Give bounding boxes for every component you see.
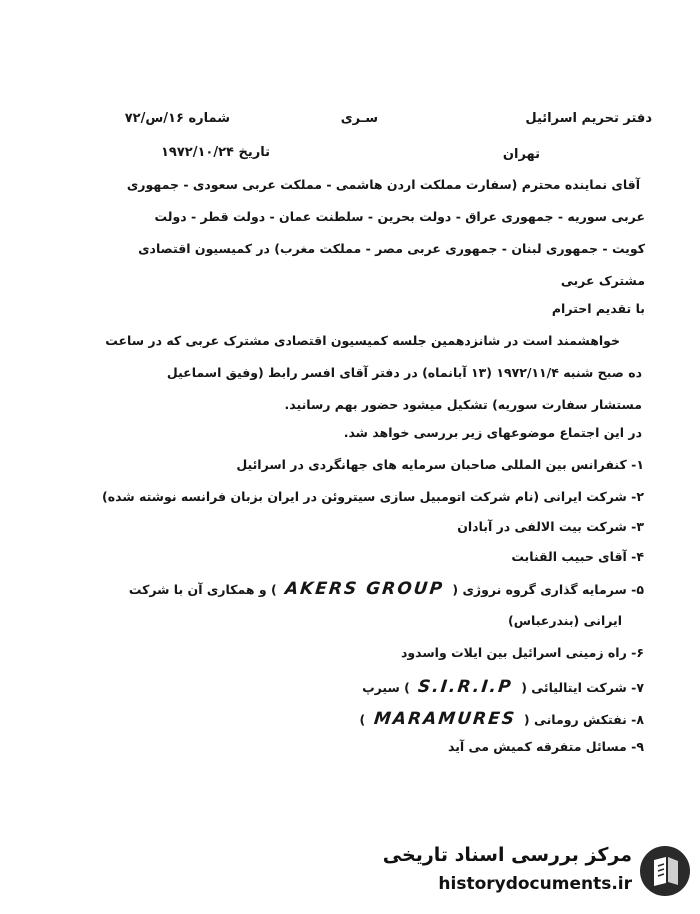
item-text: شرکت ایتالیائی ( (521, 680, 627, 695)
office-title: دفتر تحریم اسرائیل (525, 111, 652, 126)
list-item (359, 710, 644, 729)
item-text: کنفرانس بین المللی صاحبان سرمایه های جهانگردی در اسرائیل (236, 457, 627, 472)
item-text: آقای حبیب القنابت (511, 549, 627, 564)
list-item (457, 518, 644, 536)
item-text: شرکت بیت الالفی در آبادان (457, 519, 627, 534)
item-text: سرمایه گذاری گروه نروژی ( (452, 582, 627, 597)
item-number: ۸- (631, 712, 644, 727)
salutation-line: مشترک عربی (560, 273, 645, 288)
item-text: ) (359, 712, 366, 727)
item-text: شرکت ایرانی (نام شرکت اتومبیل سازی سیتروئن در ایران بزبان فرانسه نوشته شده) (102, 489, 627, 504)
list-item (511, 548, 644, 566)
list-item-continuation: ایرانی (بندرعباس) (508, 613, 622, 628)
city-label: تهران (502, 147, 540, 162)
item-number: ۵- (631, 582, 644, 597)
book-pages-icon (640, 846, 690, 896)
salutation-line: عربی سوریه - جمهوری عراق - دولت بحرین - سلطنت عمان - دولت قطر - دولت (154, 209, 645, 224)
watermark-url: historydocuments.ir (438, 874, 632, 894)
body-line: خواهشمند است در شانزدهمین جلسه کمیسیون اقتصادی مشترک عربی که در ساعت (105, 333, 620, 348)
item-number: ۷- (631, 680, 644, 695)
letter-number: شماره ۱۶/س/۷۲ (124, 111, 230, 126)
list-item (362, 678, 644, 697)
greeting: با تقدیم احترام (551, 301, 645, 316)
item-text: راه زمینی اسرائیل بین ایلات واسدود (400, 645, 627, 660)
item-text: مسائل متفرقه کمیش می آید (448, 739, 627, 754)
letter-date: تاریخ ۱۹۷۲/۱۰/۲۴ (160, 145, 270, 160)
item-number: ۱- (631, 457, 644, 472)
body-line: در این اجتماع موضوعهای زیر بررسی خواهد شد. (343, 425, 642, 440)
handwritten-company-name: S.I.R.I.P (417, 677, 514, 697)
item-number: ۴- (631, 549, 644, 564)
list-item (448, 738, 644, 756)
list-item (102, 488, 644, 506)
handwritten-company-name: AKERS GROUP (283, 579, 446, 599)
item-number: ۶- (631, 645, 644, 660)
list-item (401, 644, 644, 662)
body-line: ده صبح شنبه ۱۹۷۲/۱۱/۴ (۱۳ آبانماه) در دفتر آقای افسر رابط (وفیق اسماعیل (166, 365, 642, 380)
item-number: ۳- (631, 519, 644, 534)
watermark (382, 842, 690, 904)
body-line: مستشار سفارت سوریه) تشکیل میشود حضور بهم رسانید. (284, 397, 642, 412)
salutation-line: آقای نماینده محترم (سفارت مملکت اردن هاشمی - مملکت عربی سعودی - جمهوری (126, 177, 640, 192)
item-number: ۲- (631, 489, 644, 504)
item-number: ۹- (631, 739, 644, 754)
handwritten-vessel-name: MARAMURES (372, 709, 517, 729)
classification-label: سـری (340, 111, 378, 126)
salutation-line: کویت - جمهوری لبنان - جمهوری عربی مصر - مملکت مغرب) در کمیسیون اقتصادی (138, 241, 645, 256)
item-text: نفتکش رومانی ( (523, 712, 627, 727)
list-item (236, 456, 644, 474)
item-text: ) و همکاری آن با شرکت (128, 582, 277, 597)
watermark-title: مرکز بررسی اسناد تاریخی (382, 844, 632, 866)
list-item (129, 580, 644, 599)
item-text: ) سیرپ (362, 680, 410, 695)
